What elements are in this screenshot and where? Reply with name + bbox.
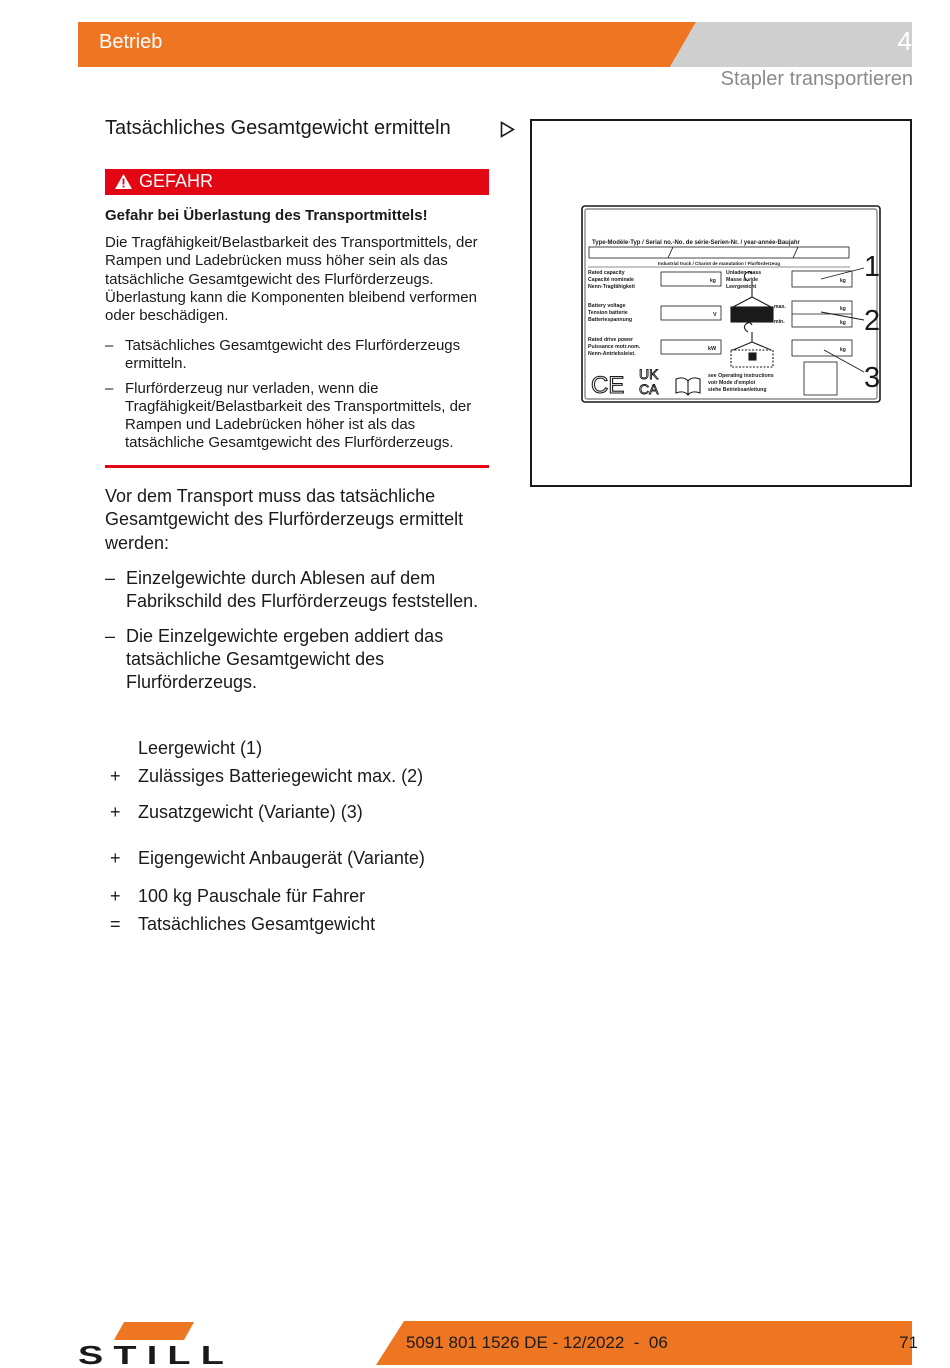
list-item: – Tatsächliches Gesamtgewicht des Flurförderzeugs ermitteln.: [105, 337, 461, 373]
plate-unladen-3: Leergewicht: [726, 284, 757, 290]
header-bar: [78, 22, 696, 67]
dash-bullet: –: [105, 379, 114, 397]
plate-truck-line: Industrial truck / Chariot de manutation / Flurförderzeug: [658, 261, 780, 266]
plate-unladen-2: Masse à vide: [726, 277, 759, 283]
svg-text:V: V: [713, 312, 717, 318]
plate-battery-2: Tension batterie: [588, 310, 628, 316]
plate-instructions-2: voir Mode d'emploi: [708, 380, 756, 386]
document-number: 5091 801 1526 DE - 12/2022 - 06: [406, 1333, 668, 1352]
book-icon: [676, 378, 700, 395]
list-item: – Die Einzelgewichte ergeben addiert das tatsächliche Gesamtgewicht des Flurförderzeugs.: [105, 625, 444, 693]
header-chapter-tab: [670, 22, 912, 67]
dash-bullet: –: [105, 568, 116, 588]
calc-row: + Zusatzgewicht (Variante) (3): [110, 802, 363, 822]
danger-end-rule: [105, 465, 489, 468]
plate-instructions-1: see Operating instructions: [708, 373, 774, 379]
svg-text:STILL: STILL: [78, 1340, 234, 1366]
page-number: 71: [899, 1333, 918, 1352]
triangle-right-icon: [500, 121, 515, 138]
danger-heading: Gefahr bei Überlastung des Transportmittels!: [105, 207, 428, 224]
step-list: [105, 567, 495, 705]
plate-capacity-1: Rated capacity: [588, 270, 625, 276]
danger-list: [105, 337, 491, 459]
plate-unladen-1: Unladen mass: [726, 270, 762, 276]
plate-battery-1: Battery voltage: [588, 303, 626, 309]
callout-2: 2: [864, 305, 881, 337]
calc-row: + Eigengewicht Anbaugerät (Variante): [110, 848, 425, 868]
callout-1: 1: [864, 251, 881, 283]
plate-instructions-3: siehe Betriebsanleitung: [708, 387, 767, 393]
svg-text:kW: kW: [708, 346, 717, 352]
still-logo: [78, 1320, 236, 1366]
nameplate-figure: [530, 119, 912, 487]
plate-serial-line: Type-Modèle-Typ / Serial no.-No. de série-Serien-Nr. / year-année-Baujahr: [592, 240, 800, 246]
plate-drive-1: Rated drive power: [588, 337, 633, 343]
calc-row: Leergewicht (1): [138, 738, 263, 758]
svg-text:kg: kg: [840, 306, 846, 312]
calc-row: + 100 kg Pauschale für Fahrer: [110, 886, 366, 906]
page-title: Tatsächliches Gesamtgewicht ermitteln: [105, 117, 451, 139]
plate-max: max.: [774, 304, 786, 310]
plate-min: min.: [774, 319, 785, 325]
dash-bullet: –: [105, 337, 114, 354]
svg-text:kg: kg: [840, 347, 846, 353]
plate-drive-2: Puissance motr.nom.: [588, 344, 641, 350]
danger-label: GEFAHR: [139, 171, 214, 191]
plate-drive-3: Nenn-Antriebsleist.: [588, 351, 636, 357]
section-title: Betrieb: [99, 31, 163, 53]
ukca-mark-ca: CA: [639, 381, 659, 397]
topic-title: Stapler transportieren: [720, 68, 913, 90]
list-item: – Einzelgewichte durch Ablesen auf dem Fabrikschild des Flurförderzeugs feststellen.: [105, 568, 479, 612]
plate-capacity-3: Nenn-Tragfähigkeit: [588, 284, 635, 290]
ce-mark: CE: [591, 372, 625, 399]
ballast-lift-icon: [731, 323, 773, 367]
svg-text:kg: kg: [710, 278, 716, 284]
ukca-mark-uk: UK: [639, 366, 659, 382]
svg-text:kg: kg: [840, 320, 846, 326]
qr-field: [804, 362, 837, 395]
callout-3: 3: [864, 362, 881, 394]
plate-capacity-2: Capacité nominale: [588, 277, 634, 283]
list-item: – Flurförderzeug nur verladen, wenn die Tragfähigkeit/Belastbarkeit des Transportmittels, der Rampen und Ladebrücken höher ist als das tatsächliche Gesamtgewicht des Flurförderzeugs.: [105, 379, 472, 452]
dash-bullet: –: [105, 625, 116, 646]
intro-paragraph: Vor dem Transport muss das tatsächliche Gesamtgewicht des Flurförderzeugs ermittelt werden:: [105, 486, 464, 553]
chapter-number: 4: [897, 26, 912, 56]
calc-row: + Zulässiges Batteriegewicht max. (2): [110, 766, 424, 786]
warning-triangle-icon: [114, 173, 133, 190]
calc-row: = Tatsächliches Gesamtgewicht: [110, 914, 376, 934]
danger-text: Die Tragfähigkeit/Belastbarkeit des Transportmittels, der Rampen und Ladebrücken muss höher sein als das tatsächliche Gesamtgewicht des Flurförderzeugs. Überlastung kann die Komponenten bleibend verformen oder beschädigen.: [105, 234, 478, 325]
svg-text:kg: kg: [840, 278, 846, 284]
plate-battery-3: Batteriespannung: [588, 317, 633, 323]
